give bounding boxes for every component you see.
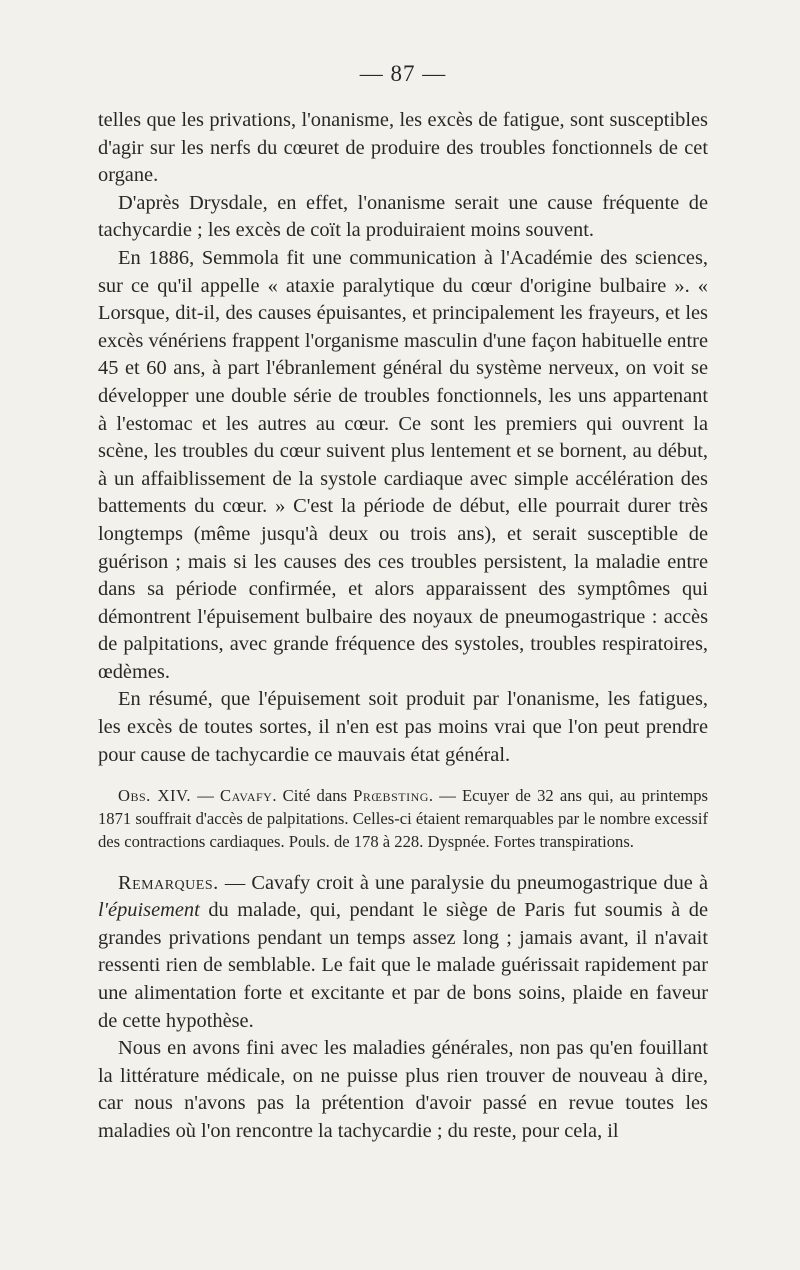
paragraph-1: telles que les privations, l'onanisme, les excès de fatigue, sont susceptibles d'agir sur les nerfs du cœuret de produire des troubles fonctionnels de cet organe. bbox=[98, 109, 708, 187]
remarks-paragraph bbox=[98, 870, 708, 1036]
observation-text: . — Ecuyer de 32 ans qui, au printemps 1871 souffrait d'accès de palpitations. Celles-ci étaient remarquables par le nombre excessif des contractions cardiaques. Pouls. de 178 à 228. Dyspnée. Fortes transpirations. bbox=[98, 786, 708, 851]
paragraph-3: En 1886, Semmola fit une communication à l'Académie des sciences, sur ce qu'il appelle « ataxie paralytique du cœur d'origine bulbaire ». « Lorsque, dit-il, des causes épuisantes, et principalement les frayeurs, et les excès vénériens frappent l'organisme masculin d'une façon habituelle entre 45 et 60 ans, à part l'ébranlement général du système nerveux, on voit se développer une double série de troubles fonctionnels, les uns appartenant à l'estomac et les autres au cœur. Ce sont les premiers qui ouvrent la scène, les troubles du cœur suivent plus lentement et se bornent, au début, à un affaiblissement de la systole cardiaque avec simple accélération des battements du cœur. » C'est la période de début, elle pourrait durer très longtemps (même jusqu'à deux ou trois ans), et serait susceptible de guérison ; mais si les causes des ces troubles persistent, la maladie entre dans sa période confirmée, et alors apparaissent des symptômes qui démontrent l'épuisement bulbaire des noyaux de pneumogastrique : accès de palpitations, avec grande fréquence des systoles, troubles respiratoires, œdèmes. bbox=[98, 246, 708, 683]
remarks-text-a: — Cavafy croit à une paralysie du pneumogastrique due à bbox=[218, 871, 708, 894]
paragraph-6: Nous en avons fini avec les maladies générales, non pas qu'en fouillant la littérature médicale, on ne puisse plus rien trouver de nouveau à dire, car nous n'avons pas la prétention d'avoir passé en revue toutes les maladies où l'on rencontre la tachycardie ; du reste, pour cela, il bbox=[98, 1037, 708, 1142]
observation-dash: — bbox=[191, 786, 221, 806]
observation-author: Cavafy bbox=[220, 786, 273, 806]
observation-cited-author: Prœbsting bbox=[353, 786, 429, 806]
observation-label: Obs. XIV. bbox=[118, 786, 192, 806]
page-number: — 87 — bbox=[359, 61, 447, 86]
paragraph-2: D'après Drysdale, en effet, l'onanisme serait une cause fréquente de tachycardie ; les excès de coït la produiraient moins souvent. bbox=[98, 191, 708, 242]
observation-note bbox=[98, 785, 708, 853]
observation-cite: . Cité dans bbox=[272, 786, 354, 806]
paragraph-4: En résumé, que l'épuisement soit produit par l'onanisme, les fatigues, les excès de toutes sortes, il n'en est pas moins vrai que l'on peut prendre pour cause de tachycardie ce mauvais état général. bbox=[98, 688, 708, 766]
remarks-text-b: du malade, qui, pendant le siège de Paris fut soumis à de grandes privations pendant un temps assez long ; jamais avant, il n'avait ressenti rien de semblable. Le fait que le malade guérissait rapidement par une alimentation forte et excitante et par de bons soins, plaide en faveur de cette hypothèse. bbox=[98, 899, 708, 1032]
remarks-emphasis: l'épuisement bbox=[98, 899, 200, 922]
remarks-label: Remarques. bbox=[118, 871, 219, 894]
